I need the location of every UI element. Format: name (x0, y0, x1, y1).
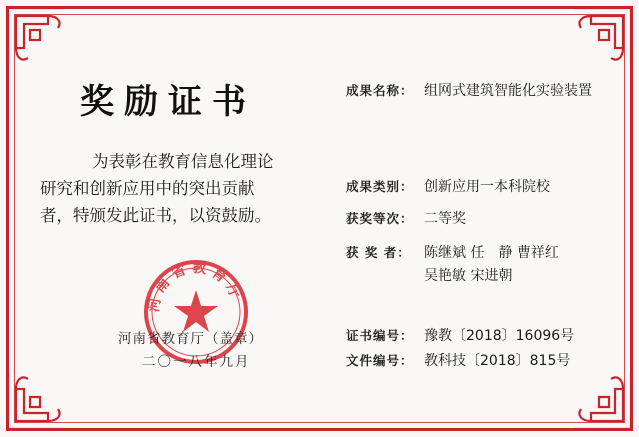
field-label: 文件编号： (346, 353, 414, 368)
body-line: 为表彰在教育信息化理论 (92, 152, 274, 171)
corner-ornament-icon (565, 363, 635, 433)
field-project-name (346, 80, 592, 100)
certificate-title: 奖励证书 (80, 82, 256, 122)
seal-text: 河南省教育厅 (146, 259, 245, 314)
field-label: 获奖等次： (346, 211, 414, 226)
field-value: 创新应用一本科院校 (424, 179, 550, 195)
certificate-body (40, 148, 300, 229)
field-cert-no (346, 325, 574, 345)
issue-date: 二〇一八年九月 (142, 354, 251, 370)
body-line: 研究和创新应用中的突出贡献 (40, 179, 255, 198)
corner-ornament-icon (565, 4, 635, 74)
field-value: 教科技〔2018〕815号 (424, 353, 571, 369)
field-label: 获 奖 者： (346, 245, 411, 260)
field-winners (346, 242, 559, 262)
field-value: 豫教〔2018〕16096号 (424, 328, 575, 344)
corner-ornament-icon (4, 4, 74, 74)
field-value: 陈继斌 任 静 曹祥红 (424, 245, 559, 261)
field-label: 成果类别： (346, 179, 414, 194)
field-doc-no (346, 350, 570, 370)
field-value: 二等奖 (424, 211, 466, 227)
field-label: 成果名称： (346, 83, 414, 98)
corner-ornament-icon (4, 363, 74, 433)
body-line: 者，特颁发此证书，以资鼓励。 (40, 206, 271, 225)
field-category (346, 176, 550, 196)
issuer: 河南省教育厅（盖章） (118, 331, 263, 347)
field-grade (346, 208, 466, 228)
field-label: 证书编号： (346, 328, 414, 343)
field-value-continued: 吴艳敏 宋进朝 (424, 268, 513, 284)
field-value: 组网式建筑智能化实验装置 (424, 83, 592, 99)
